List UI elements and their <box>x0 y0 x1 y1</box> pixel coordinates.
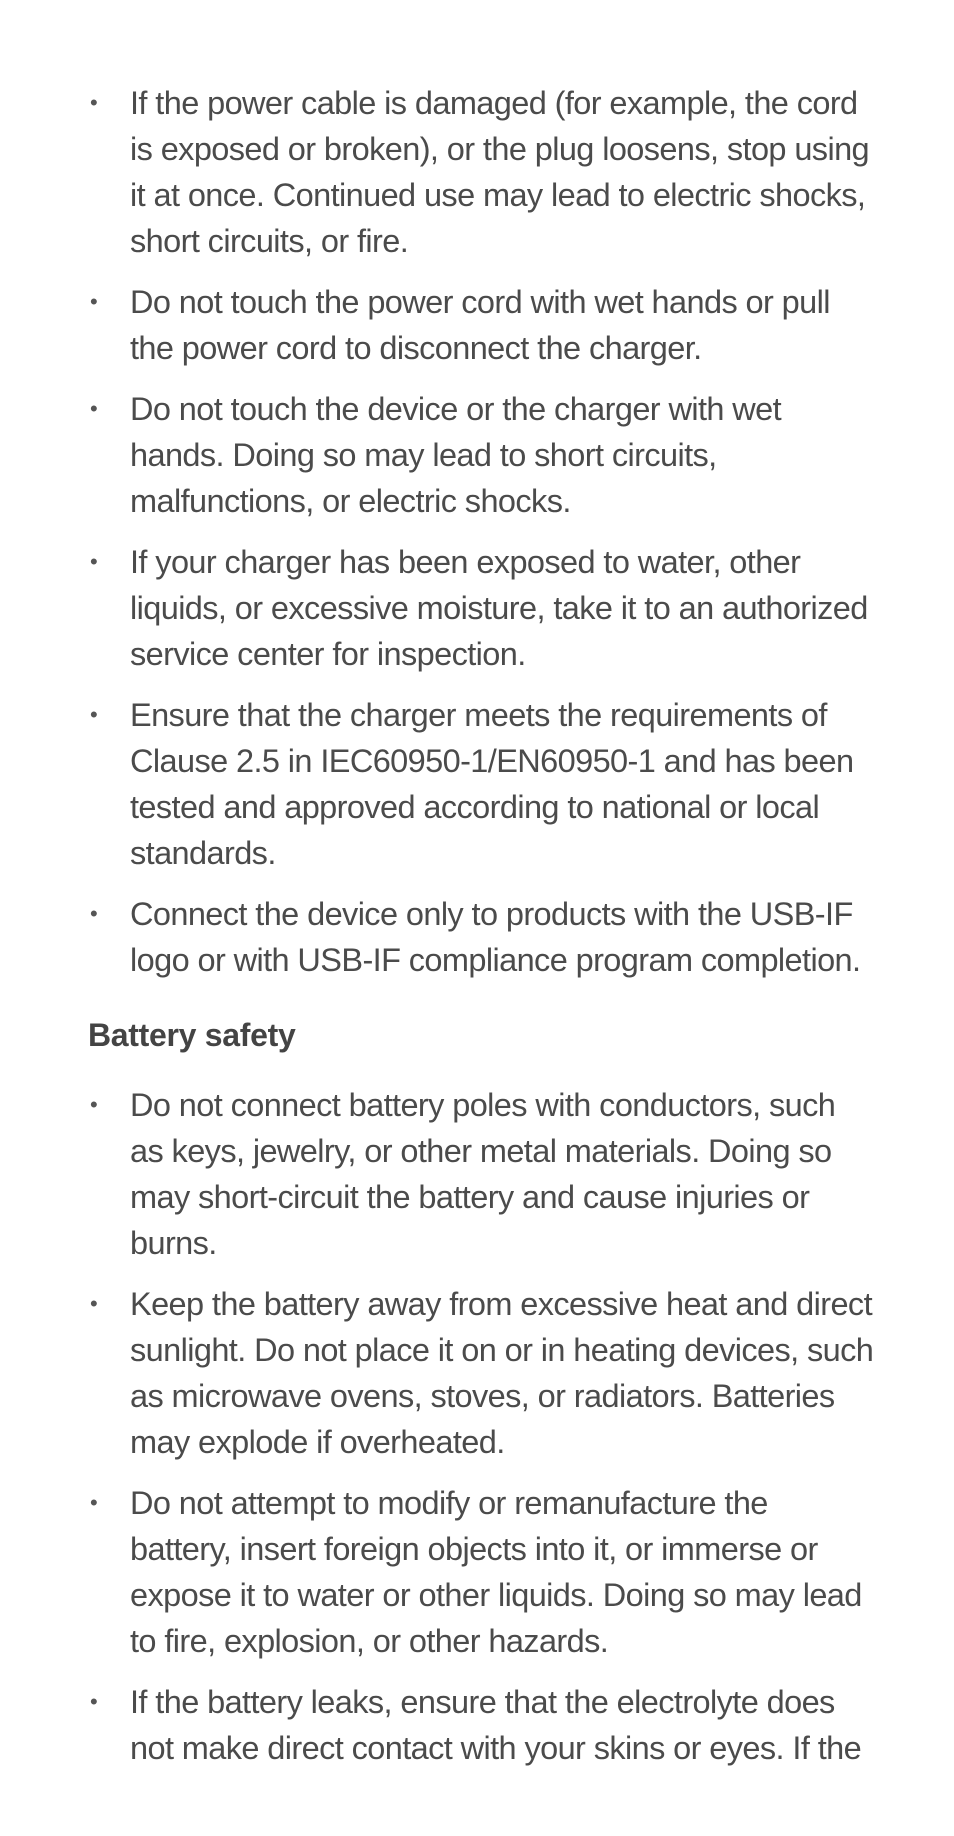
battery-safety-list <box>86 1082 876 1786</box>
list-item-text: Keep the battery away from excessive heat and direct sunlight. Do not place it on or in heating devices, such as microwave ovens, stoves, or radiators. Batteries may explode if overheated. <box>130 1286 874 1460</box>
bullet-icon: • <box>90 396 98 421</box>
list-item <box>86 692 876 876</box>
list-item <box>86 891 876 983</box>
bullet-icon: • <box>90 549 98 574</box>
list-item <box>86 539 876 677</box>
list-item <box>86 1281 876 1465</box>
bullet-icon: • <box>90 702 98 727</box>
list-item-text: Do not attempt to modify or remanufacture the battery, insert foreign objects into it, or immerse or expose it to water or other liquids. Doing so may lead to fire, explosion, or other hazards. <box>130 1485 862 1659</box>
charger-safety-list <box>86 80 876 998</box>
list-item <box>86 1679 876 1771</box>
list-item-text: Connect the device only to products with the USB-IF logo or with USB-IF compliance program completion. <box>130 896 861 978</box>
bullet-icon: • <box>90 1689 98 1714</box>
list-item <box>86 1480 876 1664</box>
list-item <box>86 1082 876 1266</box>
bullet-icon: • <box>90 901 98 926</box>
list-item-text: Do not touch the power cord with wet hands or pull the power cord to disconnect the charger. <box>130 284 830 366</box>
section-heading-battery-safety: Battery safety <box>88 1017 296 1053</box>
list-item-text: Do not connect battery poles with conductors, such as keys, jewelry, or other metal materials. Doing so may short-circuit the battery and cause injuries or burns. <box>130 1087 836 1261</box>
list-item-text: Ensure that the charger meets the requirements of Clause 2.5 in IEC60950-1/EN60950-1 and has been tested and approved according to national or local standards. <box>130 697 854 871</box>
bullet-icon: • <box>90 1291 98 1316</box>
bullet-icon: • <box>90 1092 98 1117</box>
list-item <box>86 386 876 524</box>
list-item-text: Do not touch the device or the charger with wet hands. Doing so may lead to short circuits, malfunctions, or electric shocks. <box>130 391 782 519</box>
list-item-text: If the power cable is damaged (for example, the cord is exposed or broken), or the plug loosens, stop using it at once. Continued use may lead to electric shocks, short circuits, or fire. <box>130 85 870 259</box>
list-item <box>86 279 876 371</box>
list-item-text: If the battery leaks, ensure that the electrolyte does not make direct contact with your skins or eyes. If the <box>130 1684 862 1766</box>
list-item <box>86 80 876 264</box>
list-item-text: If your charger has been exposed to water, other liquids, or excessive moisture, take it to an authorized service center for inspection. <box>130 544 868 672</box>
bullet-icon: • <box>90 289 98 314</box>
bullet-icon: • <box>90 1490 98 1515</box>
bullet-icon: • <box>90 90 98 115</box>
